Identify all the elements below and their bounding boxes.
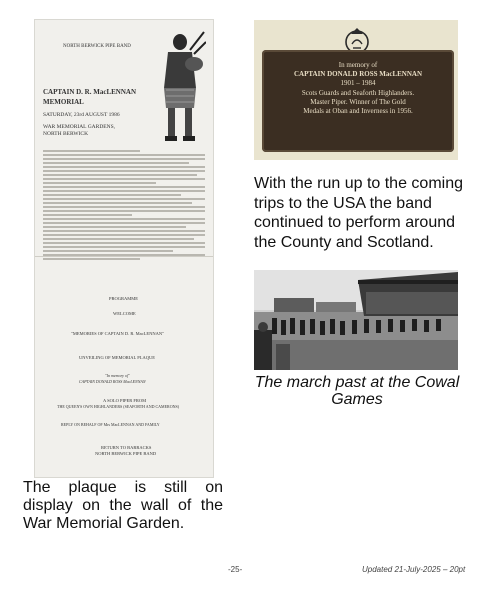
programme-venue: WAR MEMORIAL GARDENS, xyxy=(43,124,116,130)
programme-regiment: THE QUEEN'S OWN HIGHLANDERS (SEAFORTH AND CAMERONS) xyxy=(57,404,180,409)
plaque-paragraph: The plaque is still on display on the wall of the War Memorial Garden. xyxy=(23,479,223,532)
plaque-photo xyxy=(254,20,458,160)
runup-paragraph: With the run up to the coming trips to the USA the band continued to perform around the County and Scotland. xyxy=(254,175,463,251)
plaque-line-3: 1901 – 1984 xyxy=(340,79,376,88)
programme-heading: PROGRAMME xyxy=(109,296,139,301)
march-past-photo xyxy=(254,270,458,370)
programme-leaflet-image xyxy=(35,20,213,477)
programme-welcome: WELCOME xyxy=(113,311,136,316)
plaque-line-1: In memory of xyxy=(338,61,378,69)
programme-band: NORTH BERWICK PIPE BAND xyxy=(63,44,131,49)
piper-illustration xyxy=(150,28,206,148)
programme-memory-of: "In memory of" xyxy=(105,373,130,378)
programme-title-2: MEMORIAL xyxy=(43,98,84,106)
fold-line xyxy=(35,256,213,257)
programme-venue-2: NORTH BERWICK xyxy=(43,131,89,137)
programme-return: RETURN TO BARRACKS xyxy=(101,445,152,450)
page-number: -25- xyxy=(228,565,243,574)
programme-captain-name: CAPTAIN DONALD ROSS MacLENNAN xyxy=(79,379,146,384)
programme-return-band: NORTH BERWICK PIPE BAND xyxy=(95,451,157,456)
plaque-line-4: Scots Guards and Seaforth Highlanders. xyxy=(301,88,415,97)
plaque-line-5: Master Piper. Winner of The Gold xyxy=(310,97,406,106)
memorial-plaque xyxy=(262,50,454,152)
plaque-line-6: Medals at Oban and Inverness in 1956. xyxy=(303,107,413,116)
programme-reply: REPLY ON BEHALF OF Mrs MacLENNAN AND FAMILY xyxy=(61,422,160,427)
programme-title: CAPTAIN D. R. MacLENNAN xyxy=(43,88,137,96)
programme-unveiling: UNVEILING OF MEMORIAL PLAQUE xyxy=(79,355,155,360)
programme-history-text xyxy=(43,230,205,262)
programme-memories: "MEMORIES OF CAPTAIN D. R. MacLENNAN" xyxy=(71,331,164,336)
programme-date: SATURDAY, 23rd AUGUST 1986 xyxy=(43,112,120,118)
march-caption: The march past at the Cowal Games xyxy=(254,374,460,408)
programme-solo: A SOLO PIPER FROM xyxy=(103,398,147,403)
programme-tribute-text xyxy=(43,150,205,230)
plaque-line-2: CAPTAIN DONALD ROSS MacLENNAN xyxy=(293,70,422,79)
updated-note: Updated 21-July-2025 – 20pt xyxy=(362,565,466,574)
